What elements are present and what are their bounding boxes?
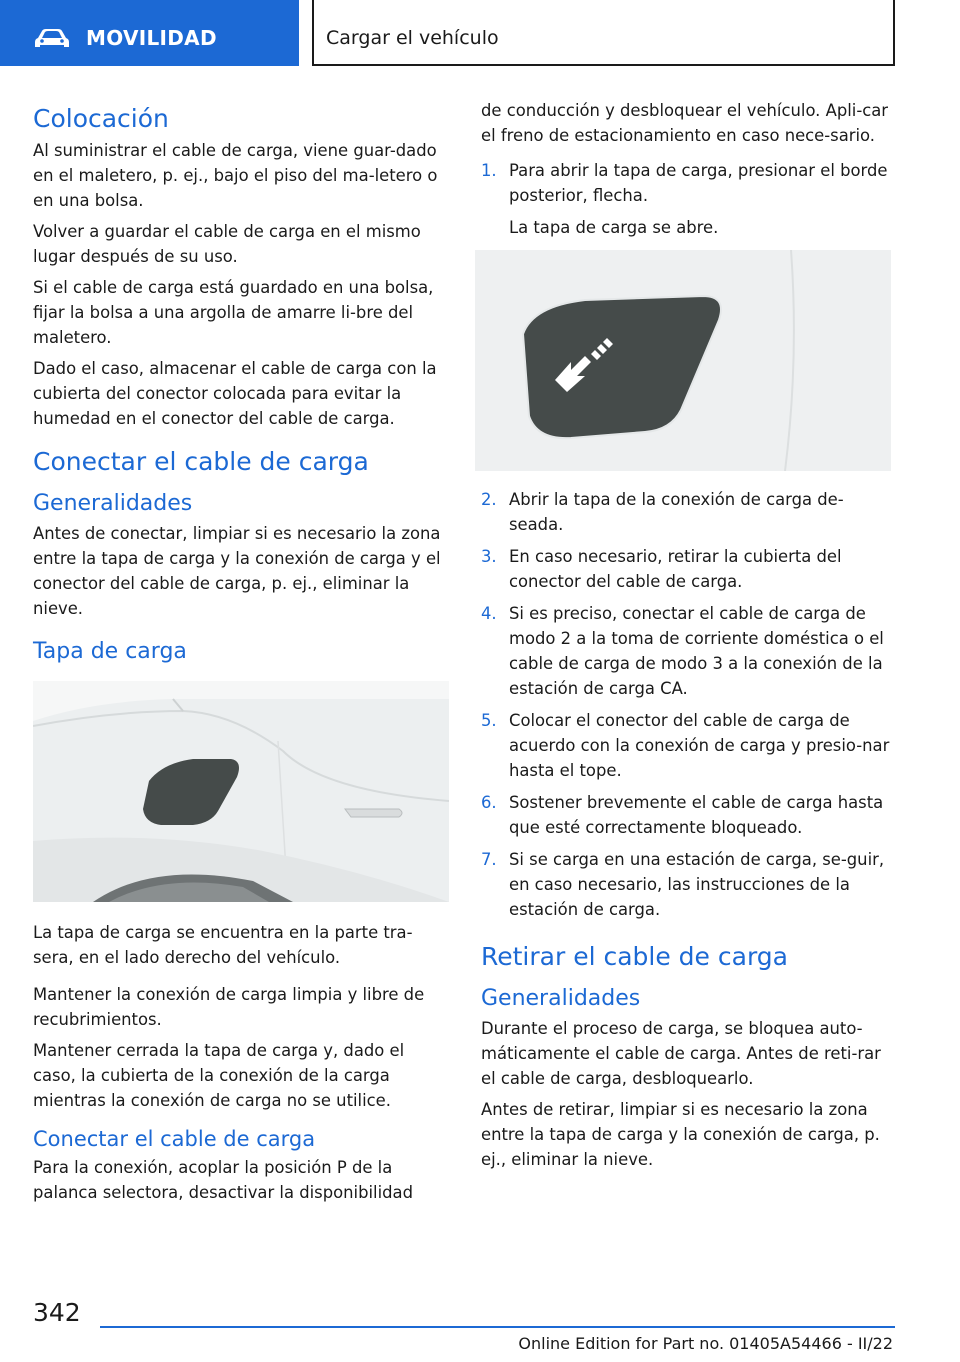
paragraph: Si el cable de carga está guardado en una bolsa, fijar la bolsa a una argolla de amarre li-bre del maletero. <box>33 278 434 347</box>
step-text: En caso necesario, retirar la cubierta del conector del cable de carga. <box>509 547 842 591</box>
page-number: 342 <box>33 1298 81 1327</box>
flap-press-illustration <box>475 250 891 471</box>
paragraph: Dado el caso, almacenar el cable de carga con la cubierta del conector colocada para evitar la humedad en el conector del cable de carga. <box>33 359 437 428</box>
step-number: 5. <box>481 711 497 730</box>
step-number: 4. <box>481 604 497 623</box>
header-border-right <box>893 0 895 66</box>
step-item <box>481 847 893 922</box>
paragraph: Antes de retirar, limpiar si es necesario la zona entre la tapa de carga y la conexión de carga, p. ej., eliminar la nieve. <box>481 1100 880 1169</box>
step-item <box>481 487 893 537</box>
paragraph: Volver a guardar el cable de carga en el mismo lugar después de su uso. <box>33 222 421 266</box>
paragraph: La tapa de carga se encuentra en la parte tra-sera, en el lado derecho del vehículo. <box>33 923 413 967</box>
paragraph: Durante el proceso de carga, se bloquea auto-máticamente el cable de carga. Antes de reti-rar el cable de carga, desbloquearlo. <box>481 1019 881 1088</box>
heading-generalidades-retirar: Generalidades <box>481 986 641 1011</box>
chapter-title: Cargar el vehículo <box>326 27 499 49</box>
step-number: 7. <box>481 850 497 869</box>
step-text: Para abrir la tapa de carga, presionar el borde posterior, flecha. <box>509 161 888 205</box>
paragraph: Mantener la conexión de carga limpia y libre de recubrimientos. <box>33 985 425 1029</box>
step-item <box>481 601 893 701</box>
steps-list <box>481 158 893 208</box>
step-item <box>481 790 893 840</box>
section-label: MOVILIDAD <box>86 26 217 50</box>
paragraph: Para la conexión, acoplar la posición P de la palanca selectora, desactivar la disponibilidad <box>33 1158 413 1202</box>
step-text: Abrir la tapa de la conexión de carga de-seada. <box>509 490 844 534</box>
step-number: 2. <box>481 490 497 509</box>
step-result: La tapa de carga se abre. <box>509 218 719 237</box>
header-section-tab <box>0 0 299 66</box>
step-text: Colocar el conector del cable de carga de acuerdo con la conexión de carga y presio-nar hasta el tope. <box>509 711 890 780</box>
heading-generalidades: Generalidades <box>33 491 193 516</box>
steps-list-continued <box>481 487 893 922</box>
paragraph: de conducción y desbloquear el vehículo. Apli-car el freno de estacionamiento en caso nece-sario. <box>481 101 889 145</box>
heading-retirar-cable: Retirar el cable de carga <box>481 942 788 971</box>
step-number: 1. <box>481 161 497 180</box>
step-text: Sostener brevemente el cable de carga hasta que esté correctamente bloqueado. <box>509 793 884 837</box>
step-number: 6. <box>481 793 497 812</box>
heading-conectar-cable: Conectar el cable de carga <box>33 447 369 476</box>
charging-flap-arrow-figure <box>475 250 891 471</box>
paragraph: Mantener cerrada la tapa de carga y, dado el caso, la cubierta de la conexión de la carga mientras la conexión de carga no se utilice. <box>33 1041 405 1110</box>
left-column <box>33 96 449 1211</box>
step-item <box>481 158 893 208</box>
heading-conectar-cable-sub: Conectar el cable de carga <box>33 1127 316 1151</box>
footer-rule <box>100 1326 895 1328</box>
step-number: 3. <box>481 547 497 566</box>
header-divider <box>312 0 314 66</box>
charging-flap-closed-figure <box>33 681 449 902</box>
header-border-bottom <box>312 64 895 66</box>
car-icon <box>34 28 70 50</box>
step-item <box>481 708 893 783</box>
step-item <box>481 544 893 594</box>
car-side-illustration <box>33 681 449 902</box>
paragraph: Antes de conectar, limpiar si es necesario la zona entre la tapa de carga y la conexión de carga y el conector del cable de carga, p. ej., eliminar la nieve. <box>33 524 441 618</box>
right-column <box>481 96 893 1178</box>
step-text: Si se carga en una estación de carga, se-guir, en caso necesario, las instrucciones de la estación de carga. <box>509 850 885 919</box>
paragraph: Al suministrar el cable de carga, viene guar-dado en el maletero, p. ej., bajo el piso del ma-letero o en una bolsa. <box>33 141 438 210</box>
heading-tapa-de-carga: Tapa de carga <box>33 639 187 664</box>
step-text: Si es preciso, conectar el cable de carga de modo 2 a la toma de corriente doméstica o el cable de carga de modo 3 a la conexión de la estación de carga CA. <box>509 604 884 698</box>
heading-colocacion: Colocación <box>33 104 169 133</box>
footer-edition: Online Edition for Part no. 01405A54466 - II/22 <box>518 1334 893 1353</box>
